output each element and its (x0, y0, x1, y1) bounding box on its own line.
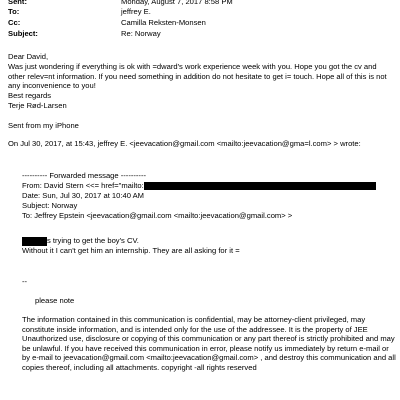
header-subject (8, 29, 161, 39)
body-paragraph: Was just wondering if everything is ok with =dward's work experience week with you. Hope you got the cv and other relev=nt information. If you need something in addition do not hesitate to get i= touch. Hope all of this is not any inconvenience to you! (8, 62, 389, 91)
redaction-block (22, 237, 47, 246)
please-note: please note (35, 296, 75, 305)
forwarded-subject: Subject: Norway (22, 201, 78, 210)
footer-dashes: -- (22, 277, 28, 286)
forwarded-line-1-text: s trying to get the boy's CV. (47, 236, 139, 245)
forwarded-divider: ---------- Forwarded message ---------- (22, 171, 147, 180)
subject-value: Re: Norway (121, 29, 161, 38)
forwarded-to: To: Jeffrey Epstein <jeevacation@gmail.com <mailto:jeevacation@gmail.com> > (22, 211, 293, 220)
greeting: Dear David, (8, 52, 49, 61)
cc-value: Camilla Reksten-Monsen (121, 18, 206, 27)
sent-value: Monday, August 7, 2017 8:58 PM (121, 0, 233, 6)
sent-from: Sent from my iPhone (8, 121, 79, 130)
forwarded-date: Date: Sun, Jul 30, 2017 at 10:40 AM (22, 191, 145, 200)
header-cc (8, 18, 206, 28)
to-label: To: (8, 7, 20, 16)
closing: Best regards (8, 91, 52, 100)
redaction-block (144, 182, 376, 190)
header-to (8, 7, 151, 17)
forwarded-from (22, 181, 394, 191)
to-value: jeffrey E. (121, 7, 151, 16)
header-sent (8, 0, 233, 7)
sent-label: Sent: (8, 0, 27, 6)
subject-label: Subject: (8, 29, 38, 38)
disclaimer: The information contained in this communication is confidential, may be attorney-client privileged, may constitute inside information, and is intended only for the use of the addressee. It is the property of JEE Unauthorized use, disclosure or copying of this communication or any part thereof is strictly prohibited and may be unlawful. If you have received this communication in error, please notify us immediately by return e-mail or by e-mail to jeevacation@gmail.com <mailto:jeevacation@gmail.com> , and destroy this communication and all copies thereof, including all attachments. copyright -all rights reserved (22, 315, 398, 372)
signature: Terje Rød-Larsen (8, 101, 67, 110)
cc-label: Cc: (8, 18, 21, 27)
forwarded-from-text: From: David Stern <<= href="mailto: (22, 181, 144, 190)
forwarded-line-2: Without it I can't get him an internship. They are all asking for it = (22, 246, 240, 255)
wrote-line: On Jul 30, 2017, at 15:43, jeffrey E. <jeevacation@gmail.com <mailto:jeevacation@gma=l.com> > wrote: (8, 139, 361, 148)
forwarded-line-1 (22, 236, 394, 246)
